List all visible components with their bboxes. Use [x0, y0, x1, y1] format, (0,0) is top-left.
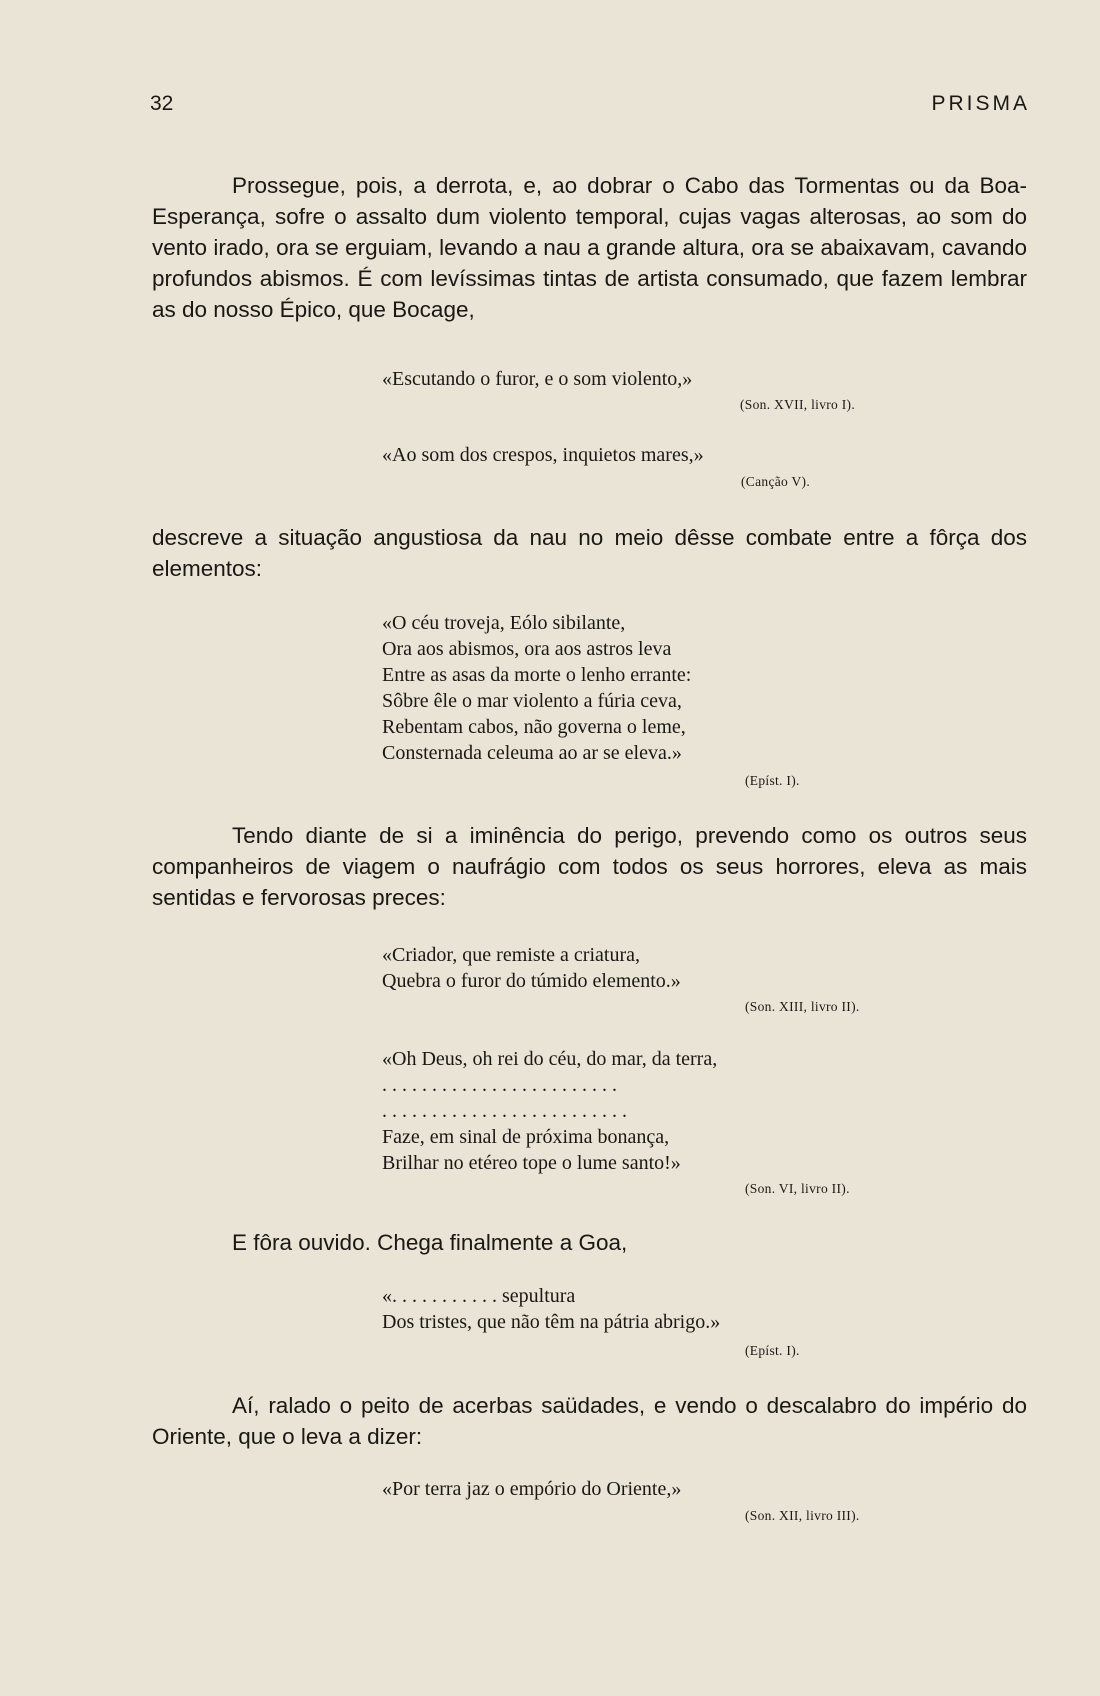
ellipsis-line: . . . . . . . . . . . . . . . . . . . . . . . . .: [382, 1100, 627, 1122]
paragraph-2: descreve a situação angustiosa da nau no meio dêsse combate entre a fôrça dos elementos:: [152, 525, 1027, 581]
running-head: PRISMA: [931, 92, 1030, 115]
paragraph-5: Aí, ralado o peito de acerbas saüdades, e vendo o descalabro do império do Oriente, que o leva a dizer:: [152, 1393, 1027, 1449]
quote-6-source: (Epíst. I).: [745, 1343, 800, 1358]
quote-2: [382, 442, 704, 468]
verse-line: Ora aos abismos, ora aos astros leva: [382, 638, 672, 660]
quote-5-source: (Son. VI, livro II).: [745, 1181, 850, 1196]
ellipsis-line: . . . . . . . . . . . . . . . . . . . . . . . .: [382, 1074, 617, 1096]
quote-4: [382, 942, 681, 994]
quote-1: [382, 366, 692, 392]
verse-line: Brilhar no etéreo tope o lume santo!»: [382, 1152, 681, 1174]
quote-1-source: (Son. XVII, livro I).: [740, 397, 856, 412]
verse-line: Dos tristes, que não têm na pátria abrigo.»: [382, 1311, 721, 1333]
quote-7: [382, 1476, 681, 1502]
verse-line: Sôbre êle o mar violento a fúria ceva,: [382, 690, 682, 712]
quote-7-source: (Son. XII, livro III).: [745, 1508, 860, 1523]
quote-5: [382, 1046, 717, 1176]
verse-line: Faze, em sinal de próxima bonança,: [382, 1126, 670, 1148]
quote-6: [382, 1283, 720, 1335]
verse-line: Entre as asas da morte o lenho errante:: [382, 664, 692, 686]
quote-2-source: (Canção V).: [741, 474, 811, 489]
paragraph-3: Tendo diante de si a iminência do perigo, prevendo como os outros seus companheiros de viagem o naufrágio com todos os seus horrores, eleva as mais sentidas e fervorosas preces:: [152, 823, 1027, 910]
page-number: 32: [150, 92, 174, 115]
verse-line: Consternada celeuma ao ar se eleva.»: [382, 742, 682, 764]
verse-line: «Criador, que remiste a criatura,: [382, 944, 640, 966]
quote-4-source: (Son. XIII, livro II).: [745, 999, 860, 1014]
verse-line: «Oh Deus, oh rei do céu, do mar, da terra,: [382, 1048, 718, 1070]
verse-line: «. . . . . . . . . . . sepultura: [382, 1285, 576, 1307]
page-header: [150, 92, 1030, 122]
paragraph-1: Prossegue, pois, a derrota, e, ao dobrar o Cabo das Tormentas ou da Boa-Esperança, sofre o assalto dum violento temporal, cujas vagas alterosas, ao som do vento irado, ora se erguiam, levando a nau a grande altura, ora se abaixavam, cavando profundos abismos. É com levíssimas tintas de artista consumado, que fazem lembrar as do nosso Épico, que Bocage,: [152, 173, 1027, 322]
verse-line: Rebentam cabos, não governa o leme,: [382, 716, 686, 738]
verse-line: «Ao som dos crespos, inquietos mares,»: [382, 444, 704, 466]
verse-line: Quebra o furor do túmido elemento.»: [382, 970, 681, 992]
quote-3: [382, 610, 691, 766]
verse-line: «O céu troveja, Eólo sibilante,: [382, 612, 626, 634]
verse-line: «Escutando o furor, e o som violento,»: [382, 368, 693, 390]
verse-line: «Por terra jaz o empório do Oriente,»: [382, 1478, 682, 1500]
quote-3-source: (Epíst. I).: [745, 773, 800, 788]
paragraph-4: E fôra ouvido. Chega finalmente a Goa,: [232, 1230, 628, 1255]
